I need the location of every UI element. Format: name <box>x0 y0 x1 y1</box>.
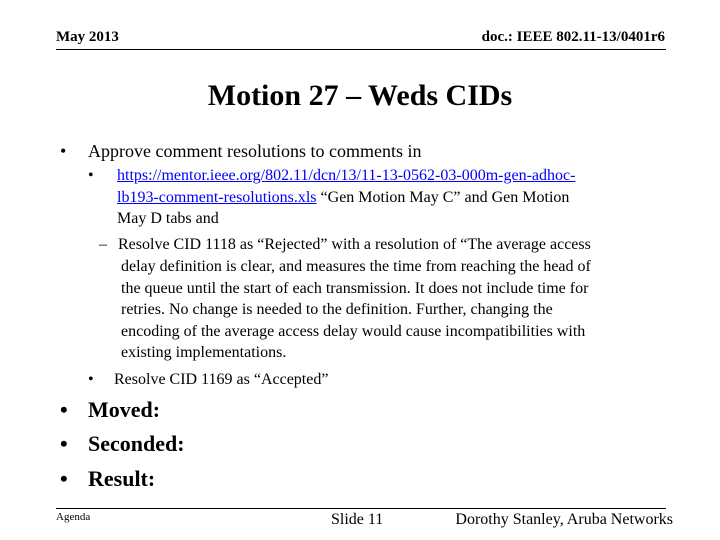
spreadsheet-link[interactable]: https://mentor.ieee.org/802.11/dcn/13/11-13-0562-03-000m-gen-adhoc- <box>117 167 576 184</box>
main-bullet-dot: • <box>60 141 67 161</box>
cid-1118-line-6: existing implementations. <box>121 344 287 361</box>
sub-bullet-dot-2: • <box>88 371 94 388</box>
seconded-label: Seconded: <box>88 431 185 456</box>
footer-rule <box>56 508 666 509</box>
dash-marker: – <box>99 236 107 253</box>
header-rule <box>56 49 666 50</box>
tab-names-text: “Gen Motion May C” and Gen Motion <box>320 189 570 206</box>
header-doc-number: doc.: IEEE 802.11-13/0401r6 <box>481 29 665 45</box>
main-point: Approve comment resolutions to comments in <box>88 141 422 161</box>
cid-1118-line-4: retries. No change is needed to the definition. Further, changing the <box>121 301 553 318</box>
spreadsheet-link-cont[interactable]: lb193-comment-resolutions.xls <box>117 189 317 206</box>
slide-title: Motion 27 – Weds CIDs <box>207 79 513 112</box>
footer-author: Dorothy Stanley, Aruba Networks <box>455 511 673 528</box>
sub-bullet-dot-1: • <box>88 167 94 184</box>
cid-1118-line-3: the queue until the start of each transmission. It does not include time for <box>121 280 589 297</box>
result-label: Result: <box>88 466 156 491</box>
seconded-bullet-dot: • <box>60 431 68 456</box>
cid-1169-resolution: Resolve CID 1169 as “Accepted” <box>114 371 329 388</box>
slide-number: Slide 11 <box>331 511 384 528</box>
footer-agenda: Agenda <box>56 511 91 523</box>
cid-1118-line-5: encoding of the average access delay would cause incompatibilities with <box>121 323 586 340</box>
moved-label: Moved: <box>88 397 161 422</box>
spreadsheet-link-line-1[interactable] <box>117 165 575 187</box>
header-date: May 2013 <box>56 29 119 45</box>
tab-names-text-cont: May D tabs and <box>117 210 219 227</box>
spreadsheet-link-line-2 <box>117 187 569 209</box>
cid-1118-line-2: delay definition is clear, and measures the time from reaching the head of <box>121 258 591 275</box>
moved-bullet-dot: • <box>60 397 68 422</box>
result-bullet-dot: • <box>60 466 68 491</box>
cid-1118-line-1: Resolve CID 1118 as “Rejected” with a resolution of “The average access <box>118 236 591 253</box>
